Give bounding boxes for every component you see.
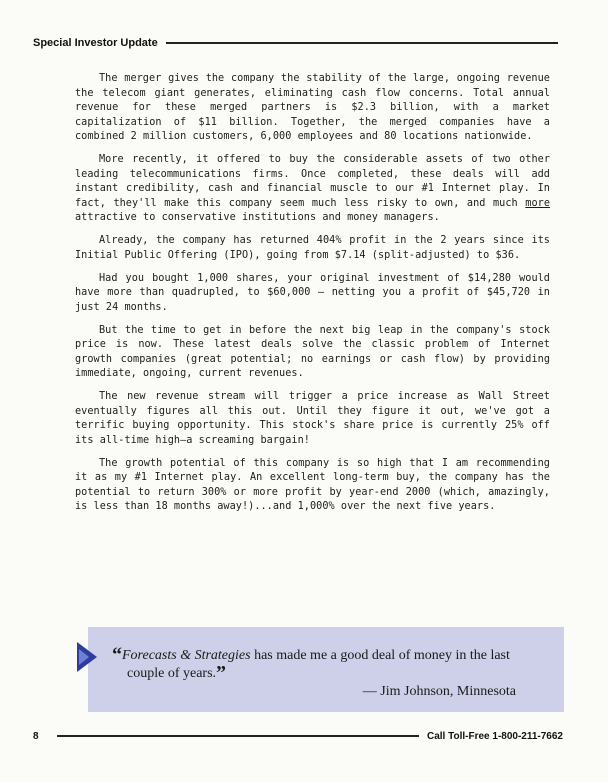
testimonial-attribution: — Jim Johnson, Minnesota — [362, 684, 516, 699]
footer-rule — [57, 735, 419, 737]
header-title: Special Investor Update — [33, 37, 158, 49]
page-header — [33, 35, 558, 51]
paragraph: But the time to get in before the next big leap in the company's stock price is now. These latest deals solve the classic problem of Internet growth companies (great potential; no earnings or cash flow) by providing immediate, ongoing, current revenues. — [75, 324, 550, 379]
quote-line-1 — [112, 644, 527, 666]
paragraph: The new revenue stream will trigger a price increase as Wall Street eventually figures all this out. Until they figure it out, we've got a terrific buying opportunity. This stock's share price is currently 25% off its all-time high—a screaming bargain! — [75, 391, 550, 446]
arrow-highlight — [79, 649, 89, 665]
header-rule — [166, 42, 558, 44]
quote-line-2 — [112, 662, 527, 684]
open-quote-mark: “ — [112, 644, 122, 666]
paragraph: The merger gives the company the stability of the large, ongoing revenue the telecom giant generates, eliminating cash flow concerns. Total annual revenue for these merged partners is $2.3 billion, with a market capitalization of $11 billion. Together, the merged companies have a combined 2 million customers, 6,000 employees and 80 locations nationwide. — [75, 73, 550, 142]
article-body — [75, 72, 550, 523]
paragraph-text: More recently, it offered to buy the considerable assets of two other leading telecommunications firms. Once completed, these deals will add instant credibility, cash and financial muscle to our #1 Internet play. In fact, they'll make this company seem much less risky to own, and much — [75, 154, 550, 209]
publication-name: Forecasts & Strategies — [122, 648, 251, 663]
paragraph: The growth potential of this company is so high that I am recommending it as my #1 Internet play. An excellent long-term buy, the company has the potential to return 300% or more profit by year-end 2000 (which, amazingly, is less than 18 months away!)...and 1,000% over the next five years. — [75, 457, 550, 512]
page-number: 8 — [33, 730, 39, 742]
close-quote-mark: ” — [216, 662, 227, 684]
emphasized-word: more — [525, 197, 551, 209]
paragraph: Already, the company has returned 404% profit in the 2 years since its Initial Public Offering (IPO), going from $7.14 (split-adjusted) to $36. — [75, 235, 550, 261]
paragraph-text-tail: attractive to conservative institutions and money managers. — [75, 212, 440, 223]
toll-free-number: Call Toll-Free 1-800-211-7662 — [427, 730, 563, 742]
testimonial-quote — [112, 644, 527, 684]
paragraph — [75, 153, 550, 226]
paragraph: Had you bought 1,000 shares, your original investment of $14,280 would have more than quadrupled, to $60,000 — netting you a profit of $45,720 in just 24 months. — [75, 272, 550, 313]
quote-text-2: couple of years. — [127, 666, 217, 681]
page-footer — [33, 729, 563, 743]
quote-text-1: has made me a good deal of money in the last — [250, 648, 510, 663]
